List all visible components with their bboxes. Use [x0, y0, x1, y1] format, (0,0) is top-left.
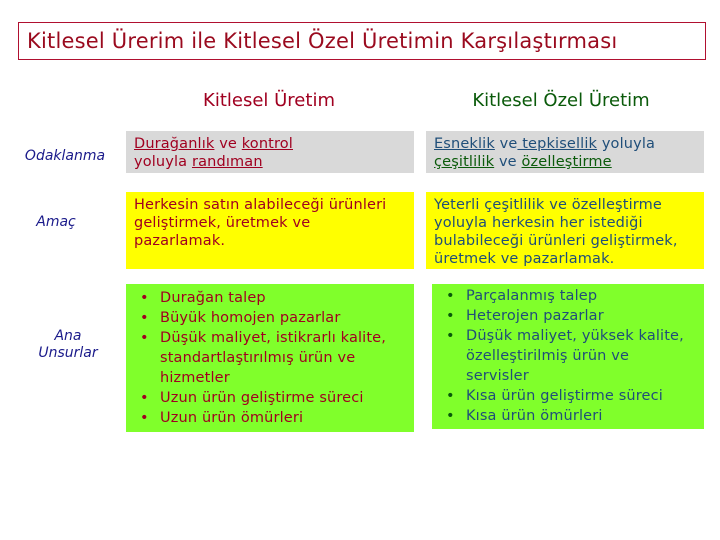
- list-item: • Düşük maliyet, yüksek kalite, özelleştirilmiş ürün ve servisler: [458, 326, 696, 386]
- cell-unsurlar-right: [432, 284, 704, 429]
- list-item: • Kısa ürün geliştirme süreci: [458, 386, 696, 406]
- word-ve-right-2: ve: [494, 154, 522, 170]
- row-label-ana: Ana: [54, 328, 82, 344]
- list-item: • Durağan talep: [152, 288, 406, 308]
- list-item: • Heterojen pazarlar: [458, 306, 696, 326]
- column-header-mass-customization: Kitlesel Özel Üretim: [472, 90, 650, 111]
- word-ozellestirme: özelleştirme: [521, 154, 612, 170]
- column-header-mass-production: Kitlesel Üretim: [203, 90, 335, 111]
- cell-amac-right: Yeterli çeşitlilik ve özelleştirme yoluyla herkesin her istediği bulabileceği ürünleri geliştirmek, üretmek ve pazarlamak.: [426, 192, 704, 269]
- list-item: • Uzun ürün geliştirme süreci: [152, 388, 406, 408]
- word-tepkisellik: tepkisellik: [517, 136, 598, 152]
- cell-unsurlar-left: [126, 284, 414, 432]
- word-kontrol: kontrol: [241, 136, 293, 152]
- list-item: • Düşük maliyet, istikrarlı kalite, standartlaştırılmış ürün ve hizmetler: [152, 328, 406, 388]
- cell-amac-left: Herkesin satın alabileceği ürünleri geliştirmek, üretmek ve pazarlamak.: [126, 192, 414, 269]
- word-ve: ve: [214, 136, 242, 152]
- row-label-amac: Amaç: [36, 214, 76, 230]
- word-ve-right: ve: [494, 136, 518, 152]
- word-yoluyla: yoluyla: [134, 154, 192, 170]
- slide-title: Kitlesel Ürerim ile Kitlesel Özel Üretimin Karşılaştırması: [18, 22, 706, 60]
- word-duraganlik: Durağanlık: [134, 136, 215, 152]
- list-item: • Kısa ürün ömürleri: [458, 406, 696, 426]
- word-esneklik: Esneklik: [434, 136, 495, 152]
- unsurlar-right-list: [440, 286, 696, 426]
- list-item: • Büyük homojen pazarlar: [152, 308, 406, 328]
- row-label-unsurlar: Unsurlar: [38, 345, 98, 361]
- row-label-ana-unsurlar: [20, 328, 116, 362]
- cell-odaklanma-left: [126, 131, 414, 173]
- word-yoluyla-right: yoluyla: [597, 136, 656, 152]
- word-cesitlilik: çeşitlilik: [434, 154, 495, 170]
- list-item: • Uzun ürün ömürleri: [152, 408, 406, 428]
- unsurlar-left-list: [134, 288, 406, 428]
- list-item: • Parçalanmış talep: [458, 286, 696, 306]
- cell-odaklanma-right: [426, 131, 704, 173]
- word-randiman: randıman: [191, 154, 263, 170]
- row-label-odaklanma: Odaklanma: [24, 148, 106, 164]
